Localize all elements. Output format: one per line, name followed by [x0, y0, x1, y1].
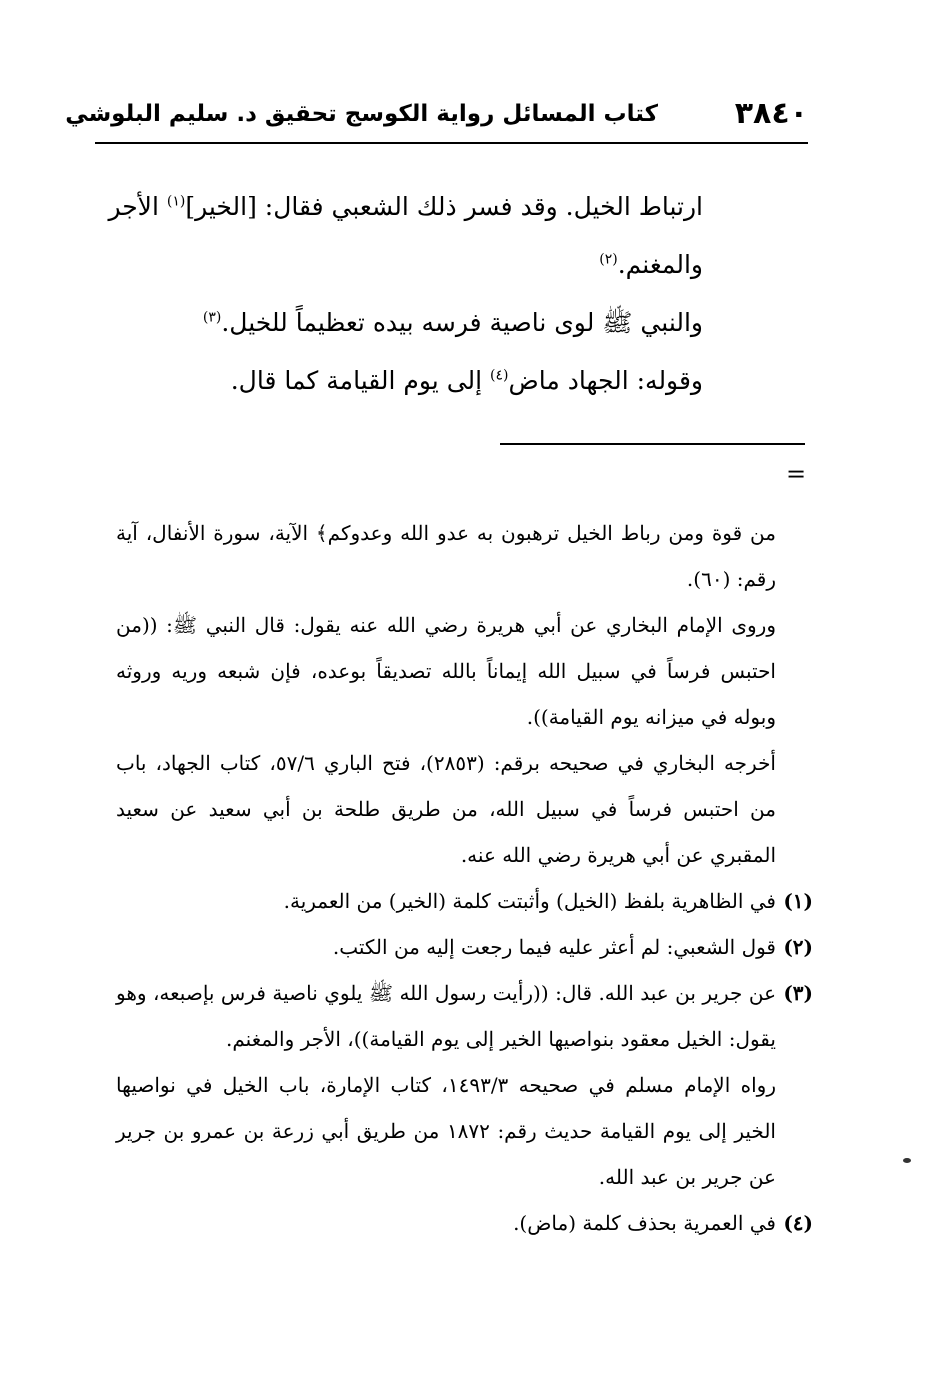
running-title: كتاب المسائل رواية الكوسج تحقيق د. سليم البلوشي [65, 101, 658, 127]
footnote-text: قول الشعبي: لم أعثر عليه فيما رجعت إليه من الكتب. [332, 935, 776, 959]
continuation-mark: = [786, 460, 807, 488]
footnote-text: عن جرير بن عبد الله. قال: ((رأيت رسول الله ﷺ يلوي ناصية فرس بإصبعه، وهو يقول: الخيل معقود بنواصيها الخير إلى يوم القيامة))، الأجر والمغنم. [116, 981, 776, 1051]
main-text [91, 178, 703, 410]
main-text-segment: والنبي ﷺ لوى ناصية فرسه بيده تعظيماً للخيل. [221, 308, 703, 337]
footnote-number: (٣) [783, 981, 813, 1005]
header-rule [95, 142, 808, 144]
footnote-ref: (٤) [490, 367, 509, 384]
footnote-4 [116, 1200, 813, 1246]
main-text-segment: ارتباط الخيل. وقد فسر ذلك الشعبي فقال: [الخير] [185, 192, 703, 221]
footnote-ref: (١) [166, 193, 186, 210]
footnote-number: (٤) [783, 1211, 813, 1235]
footnote-2 [116, 924, 813, 970]
scan-speck [903, 1158, 911, 1163]
main-line [91, 294, 703, 352]
main-text-segment: والمغنم. [617, 250, 703, 279]
footnote-3 [116, 970, 813, 1062]
footnote-number: (٢) [783, 935, 813, 959]
main-text-segment: وقوله: الجهاد ماض [508, 366, 703, 395]
footnotes [116, 510, 813, 1246]
footnote-3-source: رواه الإمام مسلم في صحيحه ١٤٩٣/٣، كتاب الإمارة، باب الخيل في نواصيها الخير إلى يوم القيامة حديث رقم: ١٨٧٢ من طريق أبي زرعة بن عمرو بن جرير عن جرير بن عبد الله. [116, 1073, 776, 1189]
main-line [91, 178, 703, 236]
footnote-ref: (٣) [202, 309, 222, 326]
footnote-number: (١) [783, 889, 813, 913]
footnote-1 [116, 878, 813, 924]
footnote-separator [500, 443, 805, 445]
footnote-continuation: من قوة ومن رباط الخيل ترهبون به عدو الله وعدوكم﴾ الآية، سورة الأنفال، آية رقم: (٦٠). [116, 521, 776, 591]
main-line [91, 352, 703, 410]
page-header [65, 96, 808, 140]
footnote-continuation: أخرجه البخاري في صحيحه برقم: (٢٨٥٣)، فتح الباري ٥٧/٦، كتاب الجهاد، باب من احتبس فرساً في سبيل الله، من طريق طلحة بن أبي سعيد عن سعيد المقبري عن أبي هريرة رضي الله عنه. [116, 751, 776, 867]
main-text-segment: إلى يوم القيامة كما قال. [230, 366, 491, 395]
footnote-ref: (٢) [599, 251, 618, 268]
page-number: ٣٨٤٠ [734, 96, 808, 131]
main-line [91, 236, 703, 294]
main-text-segment: الأجر [108, 192, 167, 221]
footnote-continuation: وروى الإمام البخاري عن أبي هريرة رضي الله عنه يقول: قال النبي ﷺ: ((من احتبس فرساً في سبيل الله إيماناً بالله تصديقاً بوعده، فإن شبعه وريه وروثه وبوله في ميزانه يوم القيامة)). [116, 613, 776, 729]
footnote-text: في العمرية بحذف كلمة (ماض). [513, 1211, 776, 1235]
footnote-text: في الظاهرية بلفظ (الخيل) وأثبتت كلمة (الخير) من العمرية. [283, 889, 776, 913]
